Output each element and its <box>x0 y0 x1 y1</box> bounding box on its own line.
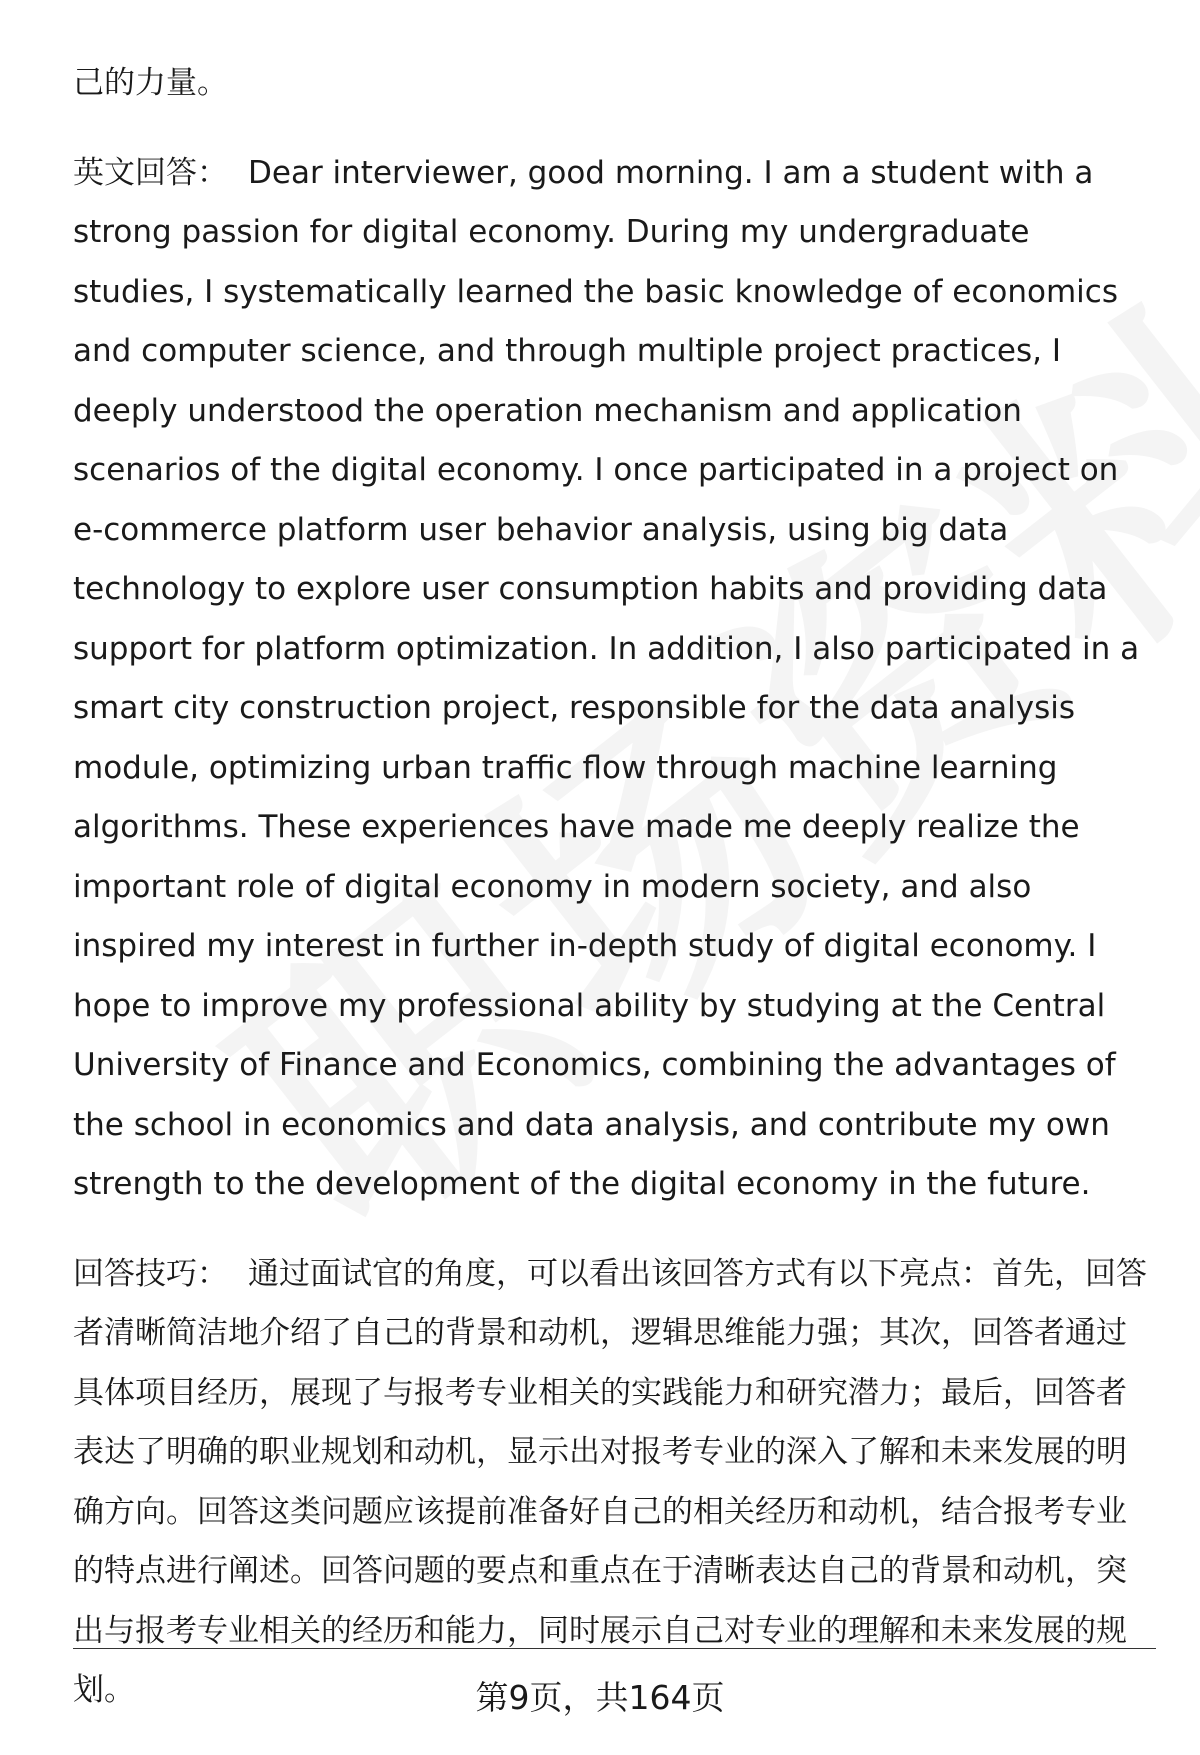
answer-tips-paragraph <box>73 1245 1148 1721</box>
footer-divider <box>73 1648 1156 1649</box>
page-number: 第9页，共164页 <box>475 1678 725 1717</box>
document-body <box>73 54 1148 1721</box>
lead-text: 己的力量。 <box>73 65 228 101</box>
english-answer-paragraph <box>73 144 1148 1215</box>
answer-tips-label: 回答技巧： <box>73 1255 228 1292</box>
english-answer-label: 英文回答： <box>73 154 228 191</box>
answer-tips-text: 通过面试官的角度，可以看出该回答方式有以下亮点：首先，回答者清晰简洁地介绍了自己的背景和动机，逻辑思维能力强；其次，回答者通过具体项目经历，展现了与报考专业相关的实践能力和研究潜力；最后，回答者表达了明确的职业规划和动机，显示出对报考专业的深入了解和未来发展的明确方向。回答这类问题应该提前准备好自己的相关经历和动机，结合报考专业的特点进行阐述。回答问题的要点和重点在于清晰表达自己的背景和动机，突出与报考专业相关的经历和能力，同时展示自己对专业的理解和未来发展的规划。 <box>73 1255 1147 1708</box>
english-answer-text: Dear interviewer, good morning. I am a student with a strong passion for digital economy. During my undergraduate studies, I systematically learned the basic knowledge of economics and computer science, and through multiple project practices, I deeply understood the operation mechanism and application scenarios of the digital economy. I once participated in a project on e-commerce platform user behavior analysis, using big data technology to explore user consumption habits and providing data support for platform optimization. In addition, I also participated in a smart city construction project, responsible for the data analysis module, optimizing urban traffic flow through machine learning algorithms. These experiences have made me deeply realize the important role of digital economy in modern society, and also inspired my interest in further in-depth study of digital economy. I hope to improve my professional ability by studying at the Central University of Finance and Economics, combining the advantages of the school in economics and data analysis, and contribute my own strength to the development of the digital economy in the future. <box>73 154 1140 1202</box>
